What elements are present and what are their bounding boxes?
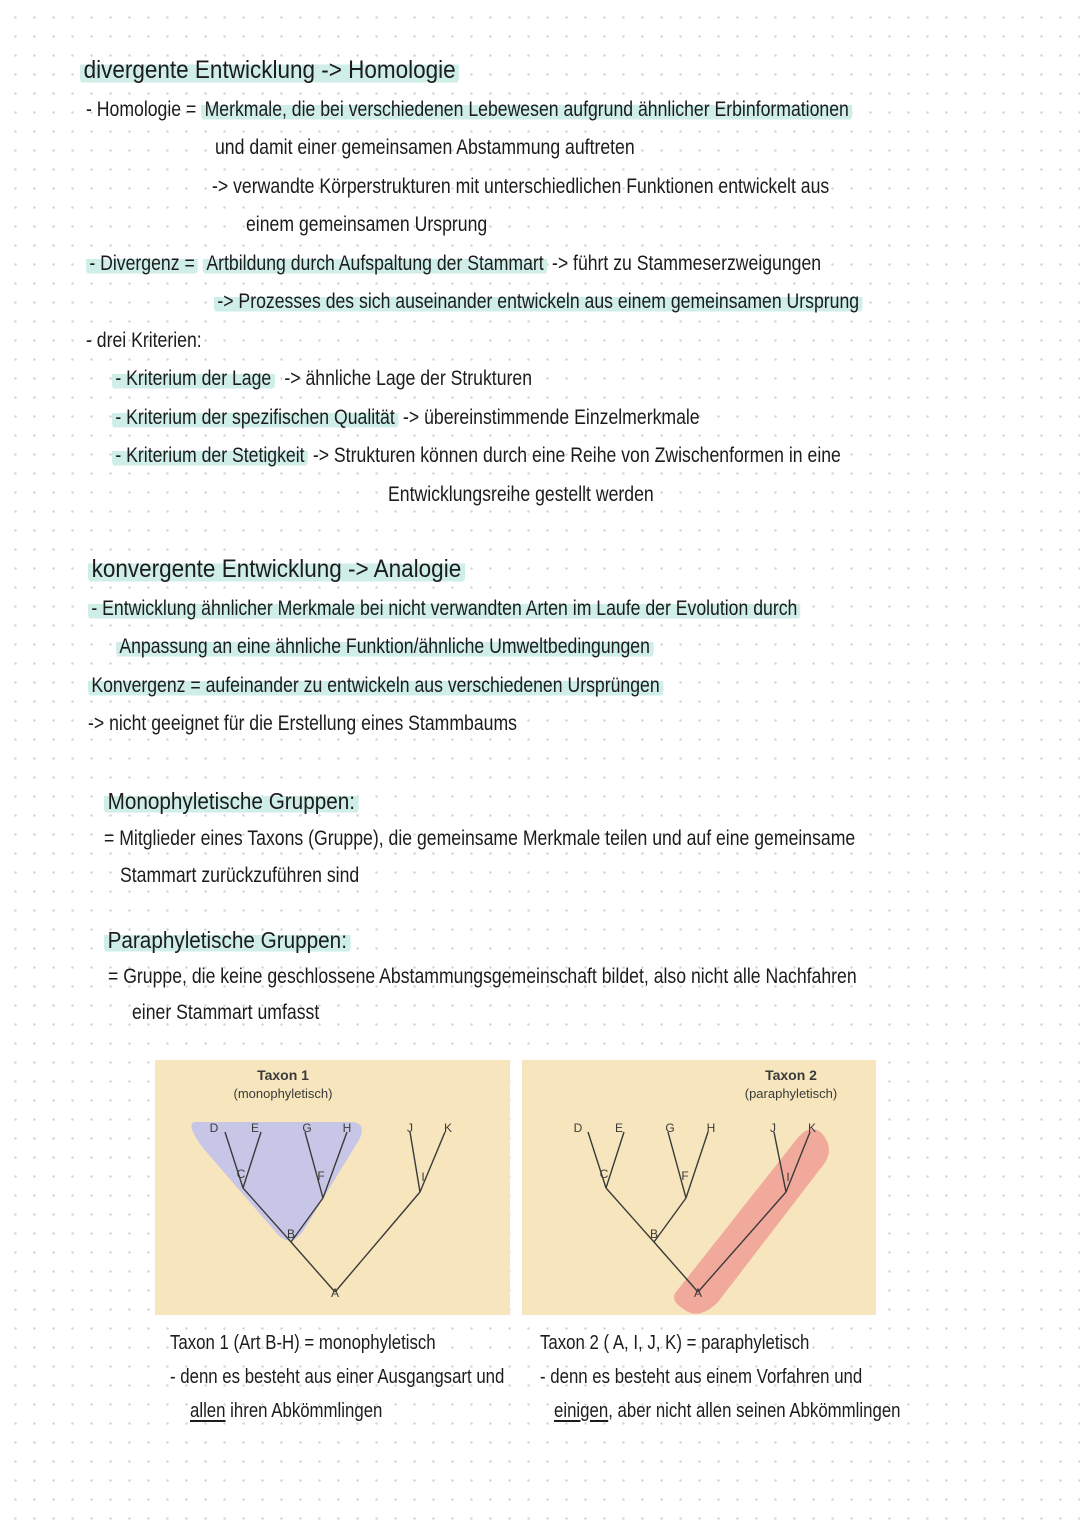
mono-def-1: = Mitglieder eines Taxons (Gruppe), die gemeinsame Merkmale teilen und auf eine gemeinsame [104, 827, 856, 850]
konvergenz-definition: Konvergenz = aufeinander zu entwickeln aus verschiedenen Ursprüngen [88, 671, 663, 701]
caption-right-3: einigen, aber nicht allen seinen Abkömmlingen [554, 1400, 901, 1422]
caption-left-1: Taxon 1 (Art B-H) = monophyletisch [170, 1332, 436, 1354]
taxon-1-subtitle: (monophyletisch) [233, 1086, 333, 1101]
divergenz-sub: -> Prozesses des sich auseinander entwickeln aus einem gemeinsamen Ursprung [214, 287, 862, 317]
node-label-C: C [236, 1167, 246, 1181]
mono-def-2: Stammart zurückzuführen sind [120, 864, 360, 887]
taxon-2-subtitle: (paraphyletisch) [744, 1086, 838, 1101]
kriterium-stetigkeit: - Kriterium der Stetigkeit -> Strukturen können durch eine Reihe von Zwischenformen in eine [112, 441, 841, 471]
node-label-B: B [286, 1227, 296, 1241]
tree-taxon-2 [522, 1060, 876, 1315]
node-label-E-2: E [614, 1121, 624, 1135]
konvergent-note: -> nicht geeignet für die Erstellung eines Stammbaums [88, 712, 517, 735]
homologie-definition: Merkmale, die bei verschiedenen Lebewesen aufgrund ähnlicher Erbinformationen [201, 98, 852, 121]
node-label-C-2: C [599, 1167, 609, 1181]
caption-left-2: - denn es besteht aus einer Ausgangsart und [170, 1366, 505, 1388]
kriterien-heading: - drei Kriterien: [86, 329, 202, 352]
homologie-label: - Homologie = [86, 98, 197, 121]
caption-left-3: allen ihren Abkömmlingen [190, 1400, 383, 1422]
divergenz-result: -> führt zu Stammeserzweigungen [551, 252, 822, 275]
node-label-D-2: D [573, 1121, 583, 1135]
kriterium-stetigkeit-cont: Entwicklungsreihe gestellt werden [388, 483, 654, 506]
heading-konvergent: konvergente Entwicklung -> Analogie [88, 554, 465, 584]
node-label-I: I [421, 1170, 425, 1184]
homologie-sub-2: einem gemeinsamen Ursprung [246, 213, 488, 236]
para-def-2: einer Stammart umfasst [132, 1001, 320, 1024]
node-label-B-2: B [649, 1227, 659, 1241]
node-label-E: E [250, 1121, 260, 1135]
node-label-G-2: G [665, 1121, 675, 1135]
monophyletic-highlight [191, 1122, 361, 1241]
para-def-1: = Gruppe, die keine geschlossene Abstammungsgemeinschaft bildet, also nicht alle Nachfahren [108, 965, 857, 988]
divergenz-definition: Artbildung durch Aufspaltung der Stammart [203, 252, 547, 275]
homologie-sub-1: -> verwandte Körperstrukturen mit unterschiedlichen Funktionen entwickelt aus [212, 175, 830, 198]
homologie-line-1 [86, 95, 852, 125]
diagram-taxon-2 [522, 1060, 876, 1315]
heading-monophyletisch: Monophyletische Gruppen: [104, 786, 359, 816]
node-label-G: G [302, 1121, 312, 1135]
node-label-A: A [330, 1286, 340, 1300]
node-label-K: K [443, 1121, 453, 1135]
node-label-H: H [342, 1121, 352, 1135]
taxon-1-title: Taxon 1 [257, 1067, 309, 1083]
caption-right-1: Taxon 2 ( A, I, J, K) = paraphyletisch [540, 1332, 810, 1354]
heading-divergent: divergente Entwicklung -> Homologie [80, 55, 459, 85]
konvergent-def-2: Anpassung an eine ähnliche Funktion/ähnliche Umweltbedingungen [116, 632, 653, 662]
node-label-F: F [317, 1169, 325, 1183]
kriterium-qualitaet: - Kriterium der spezifischen Qualität -> übereinstimmende Einzelmerkmale [112, 403, 700, 433]
node-label-H-2: H [706, 1121, 716, 1135]
node-label-F-2: F [681, 1169, 689, 1183]
node-label-D: D [209, 1121, 219, 1135]
node-label-J: J [407, 1121, 413, 1135]
caption-right-2: - denn es besteht aus einem Vorfahren und [540, 1366, 863, 1388]
node-label-A-2: A [693, 1286, 703, 1300]
node-label-I-2: I [786, 1170, 790, 1184]
node-label-K-2: K [807, 1121, 817, 1135]
kriterium-lage: - Kriterium der Lage -> ähnliche Lage der Strukturen [112, 364, 532, 394]
heading-paraphyletisch: Paraphyletische Gruppen: [104, 925, 351, 955]
divergenz-line [86, 249, 821, 279]
taxon-2-title: Taxon 2 [765, 1067, 817, 1083]
diagram-taxon-1 [155, 1060, 510, 1315]
konvergent-def-1: - Entwicklung ähnlicher Merkmale bei nicht verwandten Arten im Laufe der Evolution durch [88, 594, 801, 624]
homologie-line-2: und damit einer gemeinsamen Abstammung auftreten [215, 136, 635, 159]
divergenz-label: - Divergenz = [86, 252, 198, 275]
tree-taxon-1 [155, 1060, 510, 1315]
node-label-J-2: J [770, 1121, 776, 1135]
